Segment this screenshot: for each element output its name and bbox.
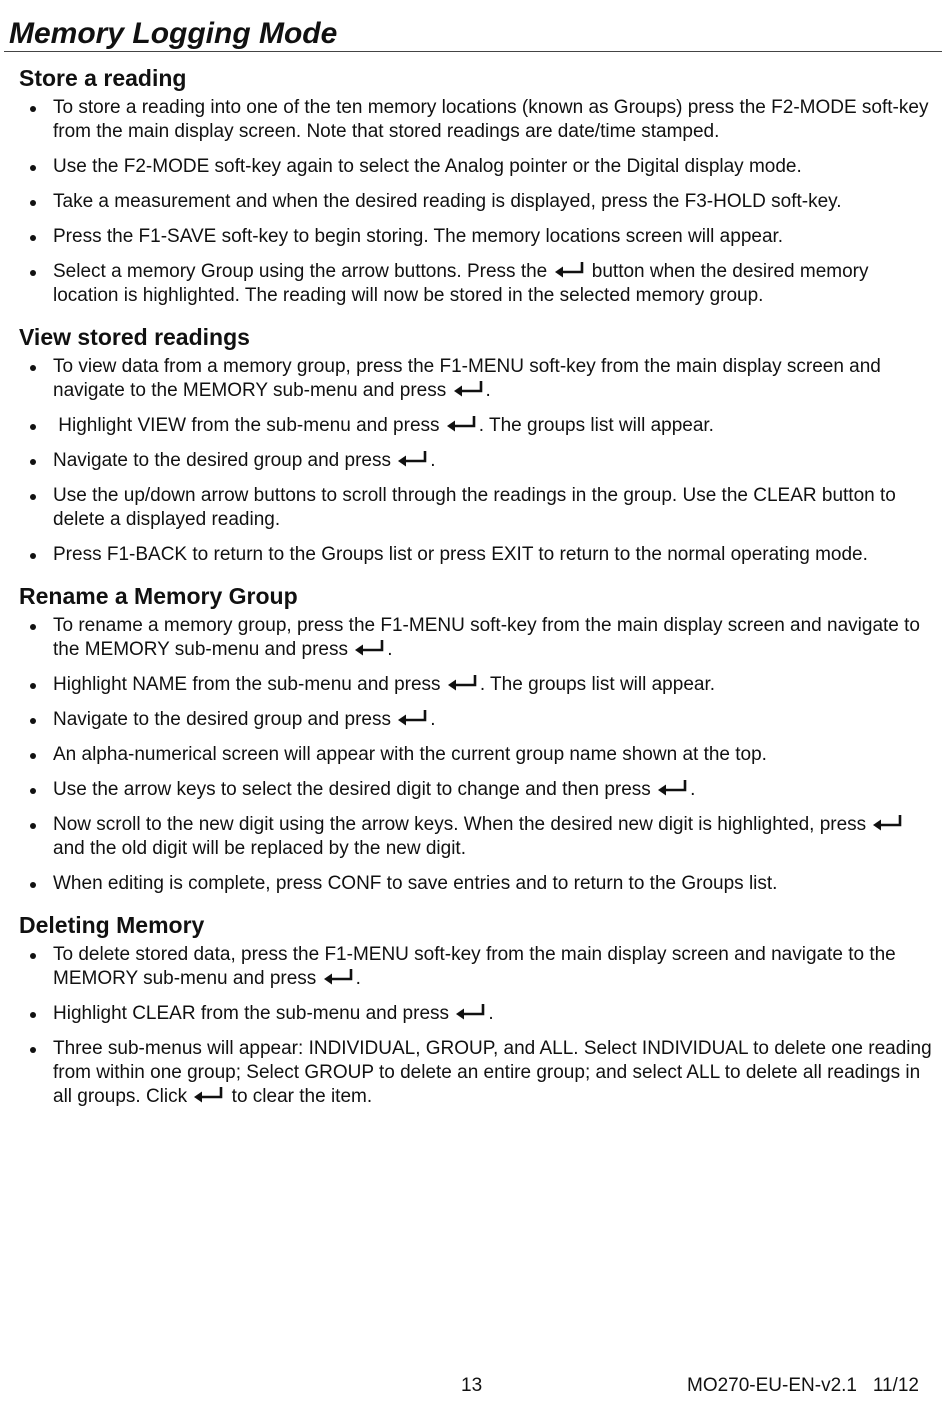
enter-return-icon [445, 415, 479, 433]
item-text: Navigate to the desired group and press [53, 709, 397, 730]
list-item [19, 1002, 939, 1026]
item-text: . [488, 1003, 494, 1024]
section-heading: Rename a Memory Group [19, 583, 298, 609]
bullet-list [19, 614, 939, 896]
bullet-list [19, 943, 939, 1109]
list-item [19, 943, 939, 991]
bullet-list [19, 355, 939, 567]
item-text: Press F1-BACK to return to the Groups list or press EXIT to return to the normal operating mode. [53, 544, 868, 565]
enter-return-icon [396, 709, 430, 727]
item-text: Select a memory Group using the arrow buttons. Press the [53, 261, 553, 282]
item-text: and the old digit will be replaced by the new digit. [53, 814, 911, 859]
item-text: . The groups list will appear. [478, 415, 714, 436]
list-item [19, 449, 939, 473]
list-item [19, 708, 939, 732]
item-text: To rename a memory group, press the F1-MENU soft-key from the main display screen and navigate to the MEMORY sub-menu and press [53, 615, 926, 660]
enter-return-icon [353, 639, 387, 657]
item-text: . [430, 450, 436, 471]
item-text: . The groups list will appear. [479, 674, 716, 695]
list-item [19, 614, 939, 662]
list-item [19, 543, 939, 567]
item-text: To store a reading into one of the ten memory locations (known as Groups) press the F2-MODE soft-key from the main display screen. Note that stored readings are date/time stamped. [53, 97, 929, 142]
item-text: Use the arrow keys to select the desired digit to change and then press [53, 779, 657, 800]
item-text: button when the desired memory location is highlighted. The reading will now be stored in the selected memory group. [53, 261, 874, 306]
list-item [19, 96, 939, 144]
item-text: To view data from a memory group, press the F1-MENU soft-key from the main display screen and navigate to the MEMORY sub-menu and press [53, 356, 887, 401]
list-item [19, 414, 939, 438]
list-item [19, 1037, 939, 1109]
item-text: An alpha-numerical screen will appear with the current group name shown at the top. [53, 744, 767, 765]
list-item [19, 872, 939, 896]
manual-content [19, 60, 939, 1120]
item-text: . [355, 968, 361, 989]
title-divider [4, 51, 942, 52]
enter-return-icon [396, 450, 430, 468]
enter-return-icon [322, 968, 356, 986]
page-number: 13 [461, 1375, 483, 1396]
item-text: Now scroll to the new digit using the arrow keys. When the desired new digit is highlighted, press [53, 814, 872, 835]
list-item [19, 155, 939, 179]
list-item [19, 778, 939, 802]
item-text: To delete stored data, press the F1-MENU soft-key from the main display screen and navigate to the MEMORY sub-menu and press [53, 944, 902, 989]
item-text: Navigate to the desired group and press [53, 450, 397, 471]
enter-return-icon [656, 779, 690, 797]
item-text: Highlight NAME from the sub-menu and press [53, 674, 446, 695]
section-heading: View stored readings [19, 324, 250, 350]
item-text: Three sub-menus will appear: INDIVIDUAL, GROUP, and ALL. Select INDIVIDUAL to delete one reading from within one group; Select GROUP to delete an entire group; and select ALL to delete all readings in all groups. Click [53, 1038, 937, 1107]
item-text: Highlight CLEAR from the sub-menu and press [53, 1003, 455, 1024]
item-text: Take a measurement and when the desired reading is displayed, press the F3-HOLD soft-key. [53, 191, 842, 212]
list-item [19, 484, 939, 532]
item-text: . [387, 639, 393, 660]
item-text: Use the F2-MODE soft-key again to select the Analog pointer or the Digital display mode. [53, 156, 802, 177]
bullet-list [19, 96, 939, 308]
list-item [19, 225, 939, 249]
item-text: . [485, 380, 491, 401]
enter-return-icon [871, 814, 905, 832]
item-text: When editing is complete, press CONF to save entries and to return to the Groups list. [53, 873, 778, 894]
enter-return-icon [553, 261, 587, 279]
list-item [19, 673, 939, 697]
item-text: Use the up/down arrow buttons to scroll through the readings in the group. Use the CLEAR button to delete a displayed reading. [53, 485, 896, 530]
item-text: . [430, 709, 436, 730]
item-text: Highlight VIEW from the sub-menu and press [53, 415, 445, 436]
list-item [19, 260, 939, 308]
list-item [19, 813, 939, 861]
document-reference: MO270-EU-EN-v2.1 11/12 [687, 1375, 919, 1396]
enter-return-icon [452, 380, 486, 398]
enter-return-icon [192, 1086, 226, 1104]
page-title: Memory Logging Mode [9, 17, 338, 50]
list-item [19, 355, 939, 403]
list-item [19, 743, 939, 767]
section-heading: Store a reading [19, 65, 187, 91]
item-text: . [690, 779, 696, 800]
list-item [19, 190, 939, 214]
item-text: to clear the item. [226, 1086, 373, 1107]
item-text: Press the F1-SAVE soft-key to begin storing. The memory locations screen will appear. [53, 226, 784, 247]
section-heading: Deleting Memory [19, 912, 205, 938]
enter-return-icon [446, 674, 480, 692]
enter-return-icon [454, 1003, 488, 1021]
